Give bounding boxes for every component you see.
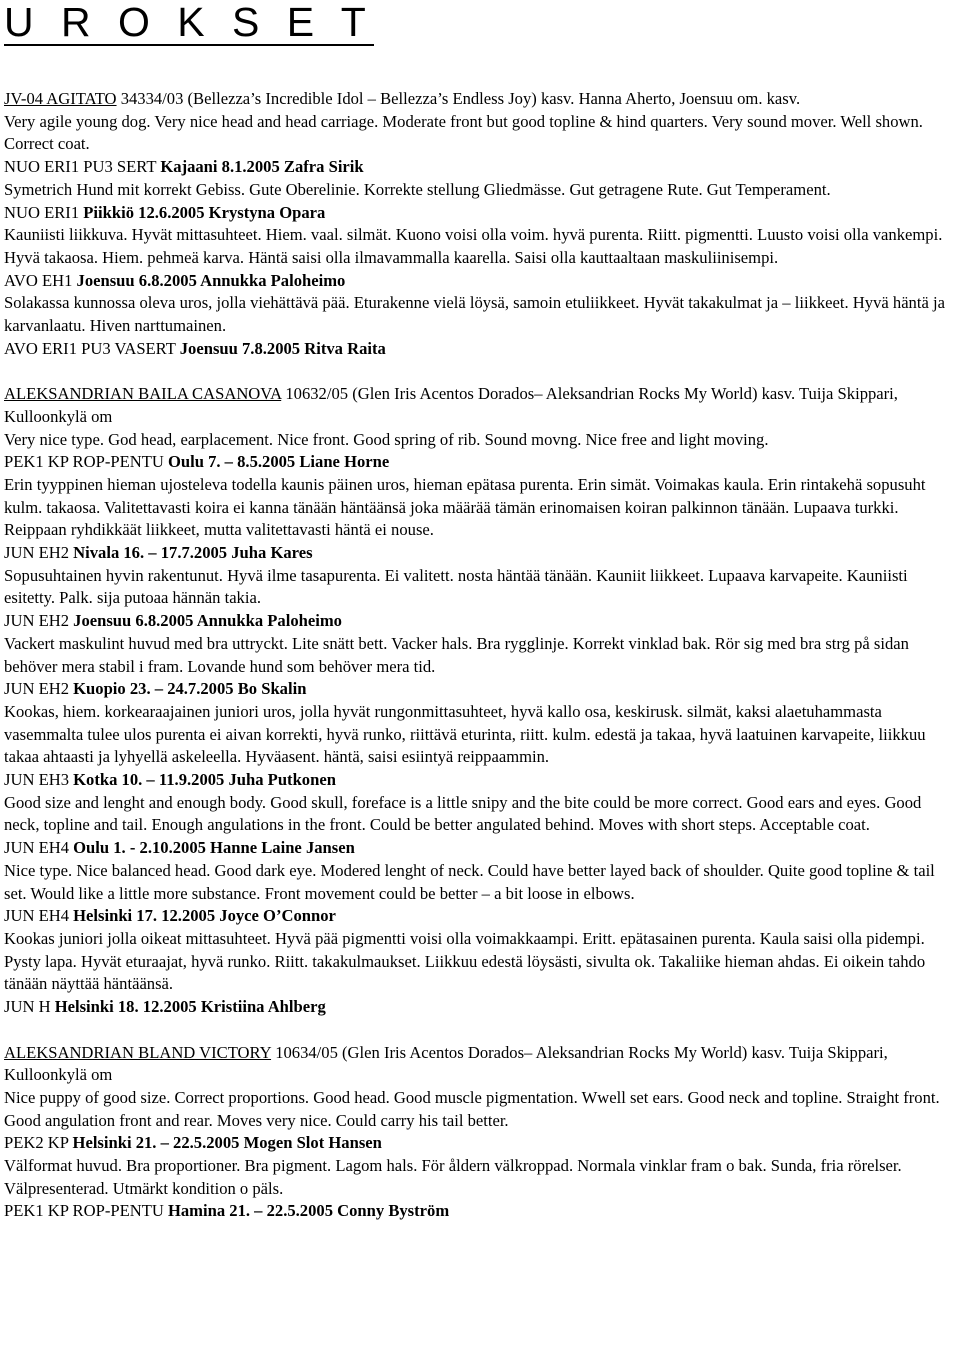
result-show: Kotka 10. – 11.9.2005 Juha Putkonen — [73, 770, 336, 790]
critique-result — [4, 905, 956, 928]
critique-result — [4, 270, 956, 293]
result-show: Hamina 21. – 22.5.2005 Conny Byström — [167, 1201, 450, 1221]
dog-header — [4, 1042, 956, 1087]
result-award: JUN EH4 — [4, 838, 74, 858]
critique-result — [4, 769, 956, 792]
critique-text: Kauniisti liikkuva. Hyvät mittasuhteet. Hiem. vaal. silmät. Kuono voisi olla voim. hyvä purenta. Riitt. pigmentti. Luusto voisi olla vankempi. Hyvä takaosa. Hiem. pehmeä karva. Häntä saisi olla ilmavammalla kaarella. Saisi olla kauttaaltaan maskuliinisempi. — [4, 225, 943, 267]
critique-text: Välformat huvud. Bra proportioner. Bra pigment. Lagom hals. För åldern välkroppad. Normala vinklar fram o bak. Sunda, fria rörelser. Välpresenterad. Utmärkt kondition o päls. — [4, 1156, 902, 1198]
critique-text: Good size and lenght and enough body. Good skull, foreface is a little snipy and the bite could be more correct. Good ears and eyes. Good neck, topline and tail. Enough angulations in the front. Could be better angulated behind. Moves with short steps. Acceptable coat. — [4, 792, 922, 835]
critique-result — [4, 451, 956, 474]
dog-header — [4, 88, 956, 111]
result-show: Helsinki 21. – 22.5.2005 Mogen Slot Hansen — [72, 1133, 382, 1153]
result-award: JUN EH2 — [4, 611, 74, 631]
document-body — [4, 88, 956, 1223]
critique-result — [4, 996, 956, 1019]
dog-header — [4, 383, 956, 428]
result-show: Oulu 1. - 2.10.2005 Hanne Laine Jansen — [73, 838, 355, 858]
critique-result — [4, 202, 956, 225]
result-show: Joensuu 6.8.2005 Annukka Paloheimo — [76, 270, 346, 290]
critique-text: Vackert maskulint huvud med bra uttryckt. Lite snätt bett. Vacker hals. Bra rygglinje. Korrekt vinklad bak. Rör sig med bra strg på sidan behöver mera stabil i fram. Lovande hund som behöver mera tid. — [4, 633, 909, 676]
result-award: JUN H — [4, 997, 55, 1017]
critique-text: Sopusuhtainen hyvin rakentunut. Hyvä ilme tasapurenta. Ei valitett. nosta häntää tänään. Kauniit liikkeet. Lupaava karvapeite. Kauniisti esitetty. Palk. sija putoaa hännän takia. — [4, 565, 908, 608]
document-page — [4, 0, 956, 1223]
dog-entry — [4, 383, 956, 1019]
result-show: Oulu 7. – 8.5.2005 Liane Horne — [167, 452, 390, 472]
critique-result — [4, 678, 956, 701]
result-award: JUN EH2 — [4, 543, 74, 563]
result-show: Kajaani 8.1.2005 Zafra Sirik — [160, 157, 364, 177]
critique-text: Erin tyyppinen hieman ujosteleva todella kaunis päinen uros, hieman epätasa purenta. Erin simät. Voimakas kaula. Erin rintakehä sopusuht kulm. takaosa. Valitettavasti koira ei kanna tänään häntäänsä joka määrää tämän erinomaisen koiran palkinnon tänään. Lupaava turkki. Reippaan ryhdikkäät liikkeet, mutta valitettavasti häntä ei nouse. — [4, 474, 926, 540]
critique-text: Very agile young dog. Very nice head and head carriage. Moderate front but good topline & hind quarters. Very sound mover. Well shown. Correct coat. — [4, 111, 923, 154]
dog-name: ALEKSANDRIAN BAILA CASANOVA — [4, 384, 282, 404]
dog-info: 10632/05 (Glen Iris Acentos Dorados– Aleksandrian Rocks My World) kasv. Tuija Skippari, Kulloonkylä om — [4, 384, 898, 426]
critique-text: Kookas juniori jolla oikeat mittasuhteet. Hyvä pää pigmentti voisi olla voimakkaampi. Eritt. epätasainen purenta. Kaula saisi olla pidempi. Pysty lapa. Hyvät eturaajat, hyvä runko. Riitt. takakulmaukset. Liikkuu edestä löysästi, sivulta ok. Takaliike hieman ahdas. Ei oikein tahdo tänään näyttää häntäänsä. — [4, 929, 926, 994]
critique-result — [4, 338, 956, 361]
result-award: JUN EH4 — [4, 906, 74, 926]
result-award: JUN EH2 — [4, 679, 74, 699]
result-show: Joensuu 6.8.2005 Annukka Paloheimo — [73, 611, 342, 631]
critique-text: Kookas, hiem. korkearaajainen juniori uros, jolla hyvät rungonmittasuhteet, hyvä kallo osa, keskirusk. silmät, kaksi alaetuhammasta vasemmalta tulee ulos purenta ei aivan korrekti, hyvä runko, riittävä eturinta, riitt. kulm. edestä ja takaa, hyvä laatuinen karvapeite, liikkuu takaa ahtaasti ja lyhyellä askeleella. Hyväasent. häntä, saisi esiintyä reippaammin. — [4, 701, 926, 767]
result-award: PEK2 KP — [4, 1133, 73, 1153]
result-award: AVO ERI1 PU3 VASERT — [4, 338, 180, 358]
result-award: NUO ERI1 PU3 SERT — [4, 157, 161, 177]
result-show: Helsinki 18. 12.2005 Kristiina Ahlberg — [54, 997, 326, 1017]
result-show: Helsinki 17. 12.2005 Joyce O’Connor — [73, 906, 336, 926]
dog-entry — [4, 1042, 956, 1224]
critique-text: Nice puppy of good size. Correct proportions. Good head. Good muscle pigmentation. Wwell set ears. Good neck and topline. Straight front. Good angulation front and rear. Moves very nice. Could carry his tail better. — [4, 1087, 940, 1130]
dog-name: JV-04 AGITATO — [4, 89, 117, 108]
result-award: AVO EH1 — [4, 270, 77, 290]
dog-info: 34334/03 (Bellezza’s Incredible Idol – Bellezza’s Endless Joy) kasv. Hanna Aherto, Joensuu om. kasv. — [116, 89, 801, 108]
dog-entry — [4, 88, 956, 360]
critique-text: Symetrich Hund mit korrekt Gebiss. Gute Oberelinie. Korrekte stellung Gliedmässe. Gut getragene Rute. Gut Temperament. — [4, 179, 831, 199]
critique-result — [4, 610, 956, 633]
result-show: Nivala 16. – 17.7.2005 Juha Kares — [73, 543, 313, 563]
document-title: U R O K S E T — [4, 0, 374, 45]
result-award: JUN EH3 — [4, 770, 74, 790]
critique-result — [4, 1200, 956, 1223]
result-show: Piikkiö 12.6.2005 Krystyna Opara — [83, 202, 326, 222]
dog-name: ALEKSANDRIAN BLAND VICTORY — [4, 1042, 272, 1062]
result-award: PEK1 KP ROP-PENTU — [4, 452, 168, 472]
critique-text: Nice type. Nice balanced head. Good dark eye. Modered lenght of neck. Could have better layed back of shoulder. Quite good topline & tail set. Would like a little more substance. Front movement could be better – a bit loose in elbows. — [4, 860, 935, 903]
critique-result — [4, 542, 956, 565]
critique-text: Very nice type. God head, earplacement. Nice front. Good spring of rib. Sound movng. Nice free and light moving. — [4, 429, 769, 449]
dog-info: 10634/05 (Glen Iris Acentos Dorados– Aleksandrian Rocks My World) kasv. Tuija Skippari, Kulloonkylä om — [4, 1042, 888, 1085]
critique-result — [4, 156, 956, 179]
result-award: PEK1 KP ROP-PENTU — [4, 1201, 168, 1221]
critique-result — [4, 1132, 956, 1155]
critique-text: Solakassa kunnossa oleva uros, jolla viehättävä pää. Eturakenne vielä löysä, samoin etuliikkeet. Hyvät takakulmat ja – liikkeet. Hyvä häntä ja karvanlaatu. Hiven narttumainen. — [4, 293, 945, 336]
critique-result — [4, 837, 956, 860]
result-show: Joensuu 7.8.2005 Ritva Raita — [179, 338, 386, 358]
result-award: NUO ERI1 — [4, 202, 84, 222]
result-show: Kuopio 23. – 24.7.2005 Bo Skalin — [73, 679, 307, 699]
